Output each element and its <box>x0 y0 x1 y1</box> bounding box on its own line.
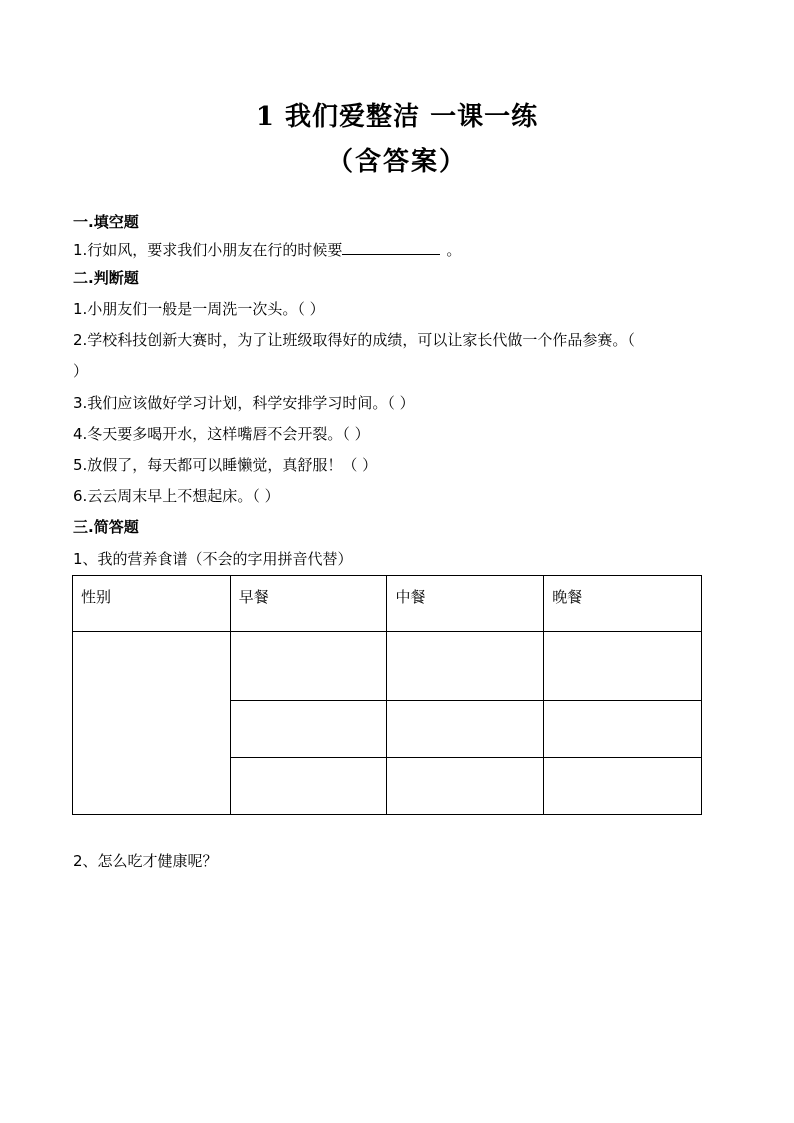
breakfast-answer-cell[interactable] <box>230 758 387 815</box>
dinner-answer-cell[interactable] <box>544 632 702 701</box>
lunch-answer-cell[interactable] <box>387 758 544 815</box>
header-cell-dinner: 晚餐 <box>544 576 702 632</box>
short-answer-question-1: 1、我的营养食谱（不会的字用拼音代替） <box>73 550 353 568</box>
header-cell-lunch: 中餐 <box>387 576 544 632</box>
true-false-question-6: 6.云云周末早上不想起床。（ ） <box>73 487 280 505</box>
header-cell-gender: 性别 <box>73 576 231 632</box>
dinner-answer-cell[interactable] <box>544 758 702 815</box>
page-subtitle: （含答案） <box>326 147 467 177</box>
true-false-question-1: 1.小朋友们一般是一周洗一次头。（ ） <box>73 300 325 318</box>
section-heading-short-answer: 三.简答题 <box>73 518 139 536</box>
true-false-question-4: 4.冬天要多喝开水，这样嘴唇不会开裂。（ ） <box>73 425 370 443</box>
question-suffix: 。 <box>446 241 462 259</box>
breakfast-answer-cell[interactable] <box>230 632 387 701</box>
true-false-question-2-line2: ） <box>73 362 89 380</box>
short-answer-question-2: 2、怎么吃才健康呢？ <box>73 852 218 870</box>
page-title: 1 我们爱整洁 一课一练 <box>255 102 539 132</box>
section-heading-fill-blank: 一.填空题 <box>73 213 139 231</box>
dinner-answer-cell[interactable] <box>544 701 702 758</box>
header-cell-breakfast: 早餐 <box>230 576 387 632</box>
gender-answer-cell[interactable] <box>73 632 231 815</box>
true-false-question-5: 5.放假了，每天都可以睡懒觉，真舒服！（ ） <box>73 456 378 474</box>
fill-blank-question-1 <box>73 240 461 260</box>
true-false-question-2-line1: 2.学校科技创新大赛时，为了让班级取得好的成绩，可以让家长代做一个作品参赛。（ <box>73 331 635 349</box>
meal-plan-table <box>72 575 702 815</box>
table-row <box>73 632 702 701</box>
table-header-row <box>73 576 702 632</box>
lunch-answer-cell[interactable] <box>387 701 544 758</box>
breakfast-answer-cell[interactable] <box>230 701 387 758</box>
section-heading-true-false: 二.判断题 <box>73 269 139 287</box>
true-false-question-3: 3.我们应该做好学习计划，科学安排学习时间。（ ） <box>73 394 415 412</box>
lunch-answer-cell[interactable] <box>387 632 544 701</box>
question-text: 1.行如风，要求我们小朋友在行的时候要 <box>73 241 343 259</box>
answer-blank[interactable] <box>342 240 440 255</box>
